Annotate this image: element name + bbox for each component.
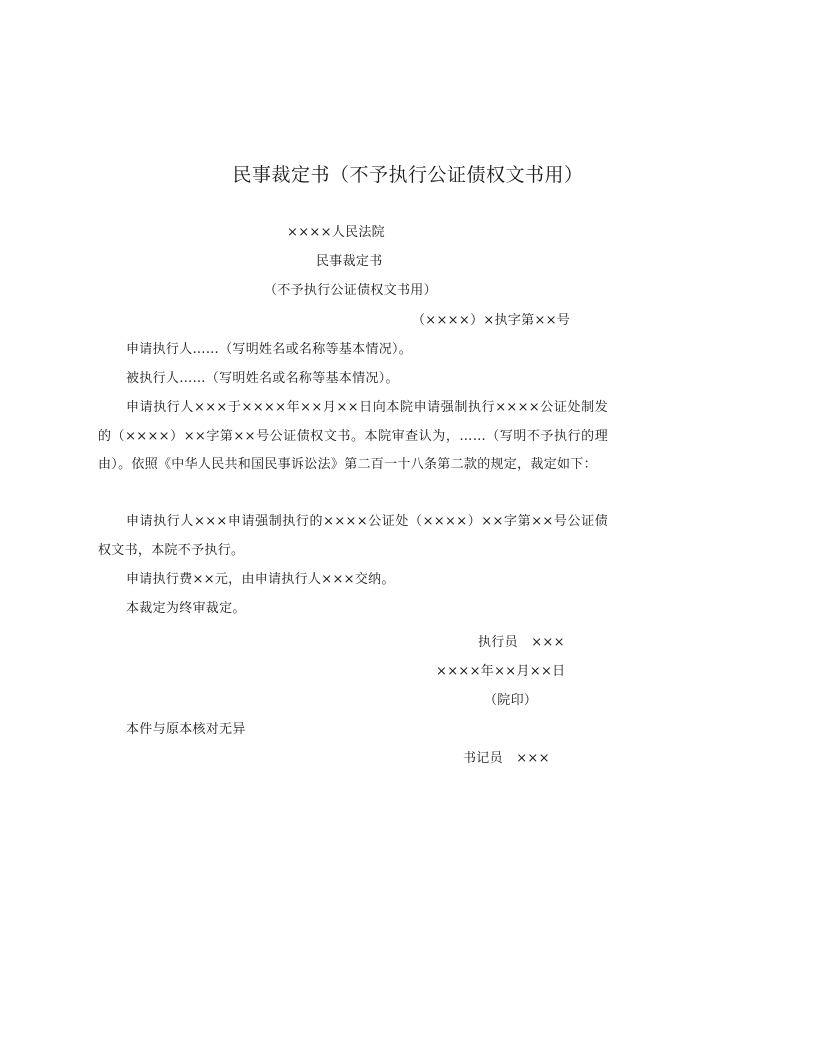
paragraph-finality: 本裁定为终审裁定。	[126, 601, 246, 616]
paragraph-applicant: 申请执行人……（写明姓名或名称等基本情况）。	[126, 342, 413, 357]
document-title: 民事裁定书（不予执行公证债权文书用）	[232, 164, 584, 186]
court-name: ××××人民法院	[287, 225, 385, 240]
verification-note: 本件与原本核对无异	[126, 722, 246, 737]
clerk-signature: 书记员 ×××	[463, 751, 550, 766]
ruling-date: ××××年××月××日	[436, 664, 566, 679]
case-number: （××××）×执字第××号	[412, 313, 571, 328]
court-seal: （院印）	[484, 693, 538, 708]
paragraph-facts-reasoning: 申请执行人×××于××××年××月××日向本院申请强制执行××××公证处制发的（××××）××字第××号公证债权文书。本院审查认为，……（写明不予执行的理由）。依照《中华人民共和国民事诉讼法》第二百一十八条第二款的规定，裁定如下：	[98, 400, 608, 473]
document-subtitle: （不予执行公证债权文书用）	[264, 283, 437, 298]
document-type: 民事裁定书	[316, 254, 383, 269]
paragraph-ruling: 申请执行人×××申请强制执行的××××公证处（××××）××字第××号公证债权文书，本院不予执行。	[98, 514, 608, 558]
paragraph-respondent: 被执行人……（写明姓名或名称等基本情况）。	[126, 371, 399, 386]
executor-signature: 执行员 ×××	[478, 635, 565, 650]
paragraph-fees: 申请执行费××元，由申请执行人×××交纳。	[126, 572, 395, 587]
